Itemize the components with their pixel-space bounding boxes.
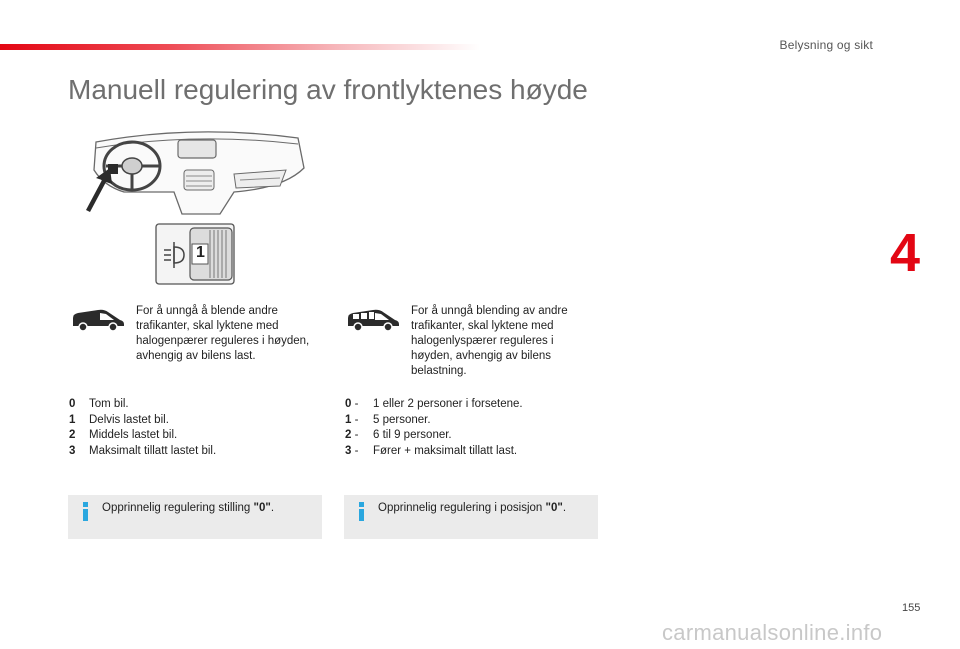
legend-separator: -	[351, 413, 359, 426]
legend-key: 0	[69, 398, 76, 410]
watermark[interactable]: carmanualsonline.info	[662, 620, 883, 645]
left-description: For å unngå å blende andre trafikanter, skal lyktene med halogenpærer reguleres i høyden, avhengig av bilens last.	[136, 305, 310, 362]
legend-key: 1	[345, 413, 352, 426]
left-info-text	[102, 502, 274, 514]
info-value: "0"	[253, 502, 271, 514]
legend-text: Maksimalt tillatt lastet bil.	[89, 444, 217, 457]
minibus-icon	[345, 308, 401, 332]
legend-item	[345, 428, 523, 444]
knob-position-value: 1	[196, 244, 205, 261]
legend-text: 5 personer.	[373, 413, 431, 426]
legend-separator: -	[351, 398, 359, 410]
info-label: Opprinnelig regulering stilling	[102, 502, 254, 514]
legend-item	[345, 397, 523, 413]
legend-text: Tom bil.	[89, 398, 129, 410]
van-icon	[70, 308, 126, 332]
info-value: "0"	[545, 502, 563, 514]
right-info-text	[378, 502, 566, 514]
right-info-box	[344, 495, 598, 539]
info-label: Opprinnelig regulering i posisjon	[378, 502, 546, 514]
legend-item	[69, 444, 216, 460]
legend-item	[69, 397, 216, 413]
left-info-box	[68, 495, 322, 539]
legend-item	[345, 413, 523, 429]
legend-separator: -	[351, 429, 359, 441]
legend-key: 2	[69, 429, 76, 441]
legend-key: 2	[345, 429, 352, 441]
dashboard-illustration	[84, 126, 306, 218]
legend-key: 0	[345, 398, 352, 410]
legend-key: 3	[345, 444, 352, 457]
legend-separator: -	[351, 444, 359, 457]
legend-text: 6 til 9 personer.	[373, 429, 452, 441]
chapter-number: 4	[890, 223, 921, 283]
legend-item	[345, 444, 523, 460]
legend-key: 1	[69, 413, 76, 426]
page-title: Manuell regulering av frontlyktenes høyde	[68, 74, 588, 105]
info-icon	[78, 501, 92, 523]
right-occupancy-legend	[345, 397, 523, 459]
header-accent-bar	[0, 44, 480, 50]
legend-key: 3	[69, 444, 76, 457]
chapter-title: Belysning og sikt	[779, 38, 873, 52]
info-end: .	[562, 502, 567, 514]
legend-item	[69, 428, 216, 444]
info-icon	[354, 501, 368, 523]
info-end: .	[270, 502, 275, 514]
legend-text: 1 eller 2 personer i forsetene.	[373, 398, 523, 410]
page-number: 155	[902, 602, 921, 614]
legend-text: Middels lastet bil.	[89, 429, 178, 441]
legend-text: Fører + maksimalt tillatt last.	[373, 444, 518, 457]
legend-text: Delvis lastet bil.	[89, 413, 169, 426]
legend-item	[69, 413, 216, 429]
right-description: For å unngå blending av andre trafikanter, skal lyktene med halogenlyspærer reguleres i høyden, avhengig av bilens belastning.	[411, 305, 568, 377]
headlamp-adjust-knob-illustration	[154, 222, 236, 286]
left-load-legend	[69, 397, 216, 459]
